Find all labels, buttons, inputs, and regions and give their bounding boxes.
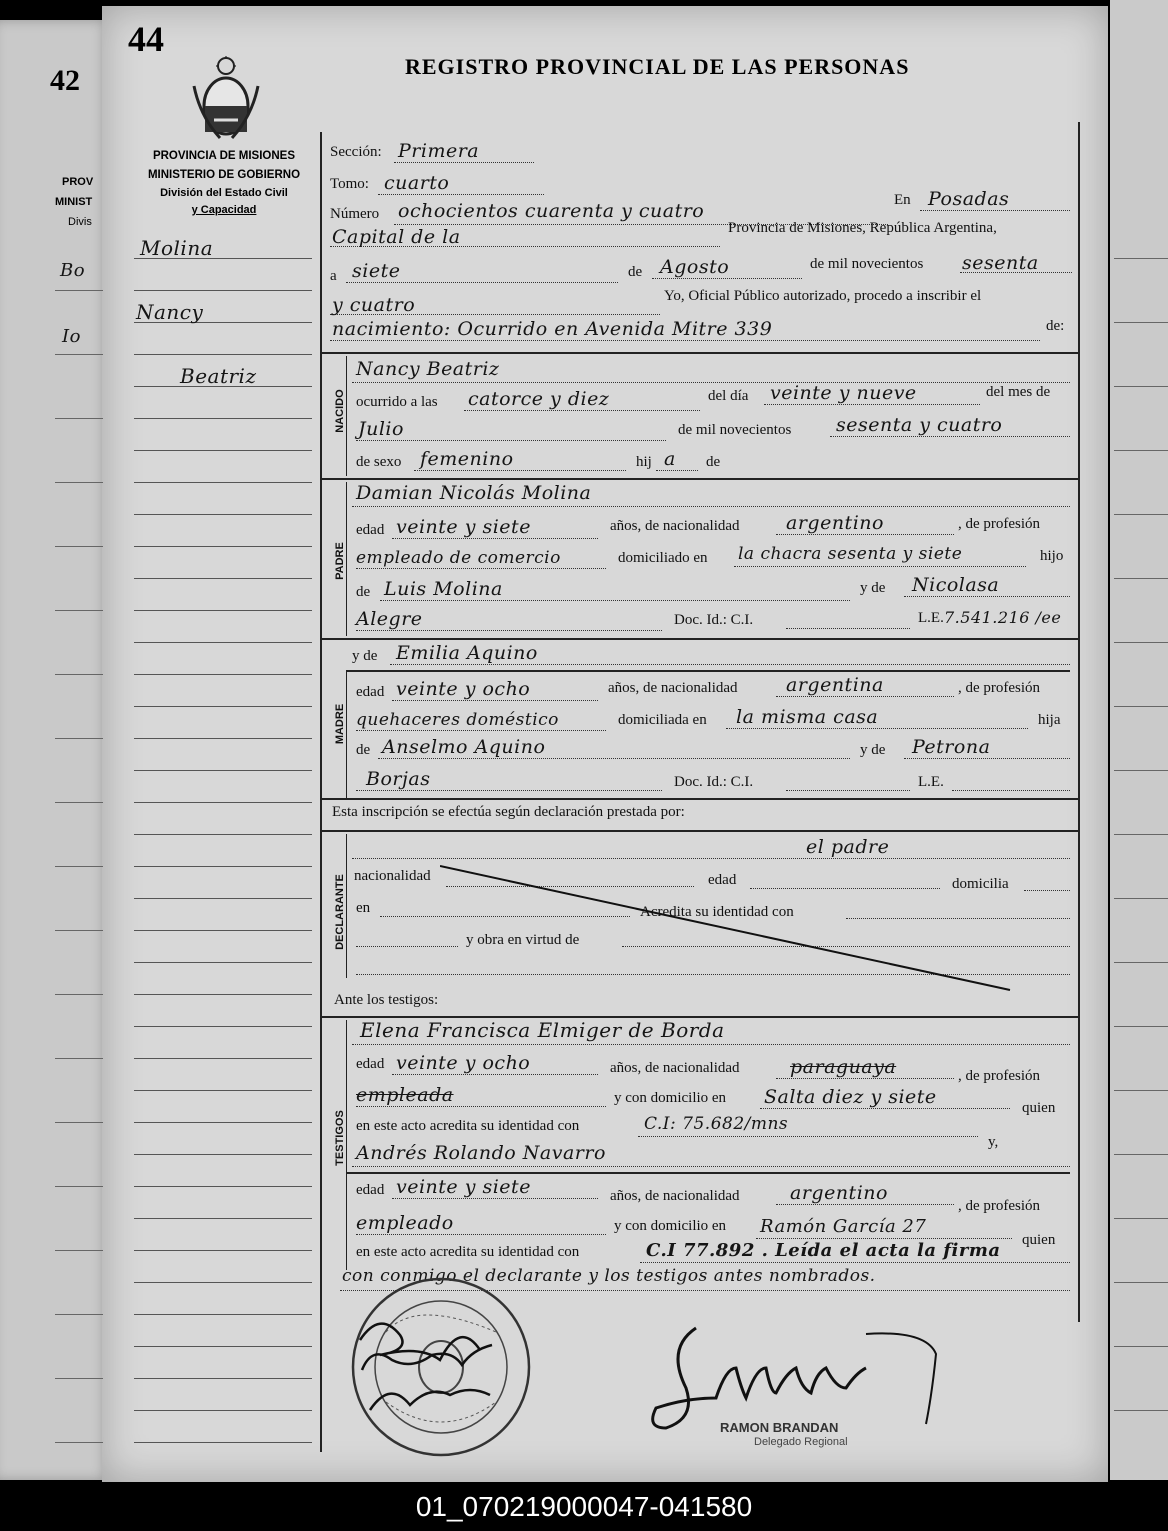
padre-padre-de: Luis Molina	[384, 578, 503, 600]
testigo1-y-label: y,	[988, 1134, 999, 1150]
declarante-nombre: el padre	[806, 836, 890, 858]
testigo1-dom-label: y con domicilio en	[614, 1090, 727, 1106]
left-page-number: 42	[50, 64, 80, 97]
footer-id: 01_070219000047-041580	[0, 1482, 1168, 1531]
madre-nac-label: años, de nacionalidad	[608, 680, 738, 696]
madre-le-label: L.E.	[918, 774, 944, 790]
madre-yde-label: y de	[352, 648, 378, 664]
testigo1-nac-label: años, de nacionalidad	[610, 1060, 740, 1076]
hora-value: catorce y diez	[468, 388, 610, 410]
madre-de-label: de	[356, 742, 371, 758]
madre-prof-label: , de profesión	[958, 680, 1041, 696]
padre-section-label: PADRE	[334, 542, 346, 580]
testigo1-nombre: Elena Francisca Elmiger de Borda	[360, 1018, 725, 1042]
padre-dom-label: domiciliado en	[618, 550, 708, 566]
left-header-fragment: PROV	[62, 176, 94, 188]
testigo2-nombre: Andrés Rolando Navarro	[356, 1142, 606, 1164]
testigo1-quien-label: quien	[1022, 1100, 1056, 1116]
oficial-text: Yo, Oficial Público autorizado, procedo a inscribir el	[664, 288, 982, 304]
left-handwriting: Bo	[60, 260, 86, 281]
sexo-label: de sexo	[356, 454, 402, 470]
acto-value: nacimiento: Ocurrido en Avenida Mitre 339	[332, 318, 773, 340]
provincia-text: Provincia de Misiones, República Argentina,	[728, 220, 997, 236]
padre-dom-value: la chacra sesenta y siete	[738, 544, 963, 564]
padre-hijo-label: hijo	[1040, 548, 1064, 564]
madre-madre-de-2: Borjas	[366, 768, 431, 790]
declaracion-text: Esta inscripción se efectúa según declaración prestada por:	[332, 804, 685, 820]
section-inner-divider	[346, 356, 347, 476]
section-inner-divider	[346, 1020, 347, 1270]
madre-dom-value: la misma casa	[736, 706, 879, 728]
numero-label: Número	[330, 206, 380, 222]
madre-edad-value: veinte y ocho	[396, 678, 531, 700]
document-title: REGISTRO PROVINCIAL DE LAS PERSONAS	[405, 54, 910, 79]
testigo1-prof-label: , de profesión	[958, 1068, 1041, 1084]
nacido-nombre: Nancy Beatriz	[356, 358, 500, 380]
agency-line: y Capacidad	[191, 204, 257, 216]
testigo2-edad-label: edad	[356, 1182, 385, 1198]
padre-yde-label: y de	[860, 580, 886, 596]
padre-nombre: Damian Nicolás Molina	[356, 482, 592, 504]
agency-block	[128, 147, 320, 219]
witness-signature-icon	[350, 1300, 520, 1430]
left-handwriting: Io	[62, 326, 81, 347]
madre-prof-value: quehaceres doméstico	[356, 710, 559, 730]
declarante-en-label: en	[356, 900, 371, 916]
testigo1-nac: paraguaya	[790, 1056, 897, 1078]
en-value: Posadas	[928, 188, 1010, 210]
testigo1-dom: Salta diez y siete	[764, 1086, 937, 1108]
a-label: a	[330, 268, 337, 284]
madre-dom-label: domiciliada en	[618, 712, 707, 728]
hij-label: hij	[636, 454, 652, 470]
madre-nombre: Emilia Aquino	[396, 642, 538, 664]
testigo2-quien-label: quien	[1022, 1232, 1056, 1248]
testigo2-prof: empleado	[356, 1212, 454, 1234]
madre-yde2-label: y de	[860, 742, 886, 758]
padre-doc-label: Doc. Id.: C.I.	[674, 612, 754, 628]
left-header-fragment: Divis	[68, 216, 92, 228]
madre-section-label: MADRE	[334, 703, 346, 745]
testigo2-acredita-label: en este acto acredita su identidad con	[356, 1244, 580, 1260]
testigos-section-label: TESTIGOS	[334, 1110, 346, 1166]
padre-nac-label: años, de nacionalidad	[610, 518, 740, 534]
madre-nac-value: argentina	[786, 674, 884, 696]
nacido-anio-value: sesenta y cuatro	[836, 414, 1003, 436]
padre-prof-label: , de profesión	[958, 516, 1041, 532]
dia-label: del día	[708, 388, 749, 404]
capital-value: Capital de la	[332, 226, 461, 248]
right-border	[1078, 122, 1080, 1322]
testigo2-dom: Ramón García 27	[760, 1216, 927, 1237]
nacido-de-label: de	[706, 454, 721, 470]
stamp-title: Delegado Regional	[754, 1436, 848, 1448]
de-label: de	[628, 264, 643, 280]
section-inner-divider	[346, 482, 347, 636]
page-number: 44	[128, 19, 164, 59]
declarante-obra-label: y obra en virtud de	[466, 932, 580, 948]
margin-secondname: Beatriz	[180, 364, 257, 388]
padre-le-label: L.E.	[918, 610, 944, 626]
numero-value: ochocientos cuarenta y cuatro	[398, 200, 705, 222]
nacido-dia-value: veinte y nueve	[770, 382, 917, 404]
coat-of-arms-icon	[190, 56, 262, 140]
testigo2-prof-label: , de profesión	[958, 1198, 1041, 1214]
padre-de-label: de	[356, 584, 371, 600]
stamp-name: RAMON BRANDAN	[720, 1420, 839, 1435]
padre-le-value: 7.541.216 /ee	[944, 608, 1062, 627]
agency-line: PROVINCIA DE MISIONES	[152, 150, 296, 162]
testigo2-nac-label: años, de nacionalidad	[610, 1188, 740, 1204]
declarante-acredita-label: Acredita su identidad con	[640, 904, 794, 920]
padre-prof-value: empleado de comercio	[356, 548, 561, 568]
madre-madre-de: Petrona	[912, 736, 991, 758]
madre-hija-label: hija	[1038, 712, 1061, 728]
agency-line: División del Estado Civil	[160, 187, 288, 199]
testigos-intro: Ante los testigos:	[334, 992, 439, 1008]
testigo2-edad: veinte y siete	[396, 1176, 531, 1198]
testigo1-edad-label: edad	[356, 1056, 385, 1072]
declarante-dom-label: domicilia	[952, 876, 1009, 892]
declarante-nac-label: nacionalidad	[354, 868, 431, 884]
hij-value: a	[664, 448, 676, 470]
madre-edad-label: edad	[356, 684, 385, 700]
declarante-section-label: DECLARANTE	[334, 874, 346, 950]
anio-value: sesenta	[962, 252, 1039, 274]
testigo1-prof: empleada	[356, 1084, 454, 1106]
seccion-value: Primera	[398, 140, 480, 162]
padre-madre-de: Nicolasa	[912, 574, 1000, 596]
strikethrough-line	[440, 862, 1014, 994]
closing-text: con conmigo el declarante y los testigos antes nombrados.	[342, 1266, 876, 1286]
section-inner-divider	[346, 672, 347, 798]
right-page	[1110, 0, 1168, 1480]
testigo2-nac: argentino	[790, 1182, 888, 1204]
column-divider	[320, 132, 322, 1452]
testigo1-id: C.I: 75.682/mns	[644, 1114, 789, 1134]
padre-edad-label: edad	[356, 522, 385, 538]
testigo2-id: C.I 77.892 . Leída el acta la firma	[646, 1240, 1001, 1261]
madre-padre-de: Anselmo Aquino	[382, 736, 546, 758]
mes-label: del mes de	[986, 384, 1051, 400]
seccion-label: Sección:	[330, 144, 382, 160]
mes-value: Agosto	[660, 256, 730, 278]
sexo-value: femenino	[420, 448, 514, 470]
left-header-fragment: MINIST	[55, 196, 93, 208]
dia-value: siete	[352, 260, 401, 282]
padre-madre-de-2: Alegre	[356, 608, 423, 630]
tomo-label: Tomo:	[330, 176, 369, 192]
anio-label: de mil novecientos	[678, 422, 792, 438]
left-page	[0, 20, 110, 1480]
margin-firstname: Nancy	[136, 300, 204, 324]
testigo1-edad: veinte y ocho	[396, 1052, 531, 1074]
madre-doc-label: Doc. Id.: C.I.	[674, 774, 754, 790]
ocurrido-label: ocurrido a las	[356, 394, 438, 410]
nacido-section-label: NACIDO	[334, 389, 346, 433]
section-inner-divider	[346, 834, 347, 978]
margin-surname: Molina	[140, 236, 214, 260]
de-end-label: de:	[1046, 318, 1065, 334]
testigo1-acredita-label: en este acto acredita su identidad con	[356, 1118, 580, 1134]
tomo-value: cuarto	[384, 172, 450, 194]
testigo2-dom-label: y con domicilio en	[614, 1218, 727, 1234]
en-label: En	[894, 192, 911, 208]
anio-value-2: y cuatro	[332, 294, 416, 316]
nacido-mes-value: Julio	[358, 418, 404, 440]
padre-nac-value: argentino	[786, 512, 884, 534]
declarante-edad-label: edad	[708, 872, 737, 888]
padre-edad-value: veinte y siete	[396, 516, 531, 538]
mil-label: de mil novecientos	[810, 256, 924, 272]
agency-line: MINISTERIO DE GOBIERNO	[147, 169, 301, 181]
